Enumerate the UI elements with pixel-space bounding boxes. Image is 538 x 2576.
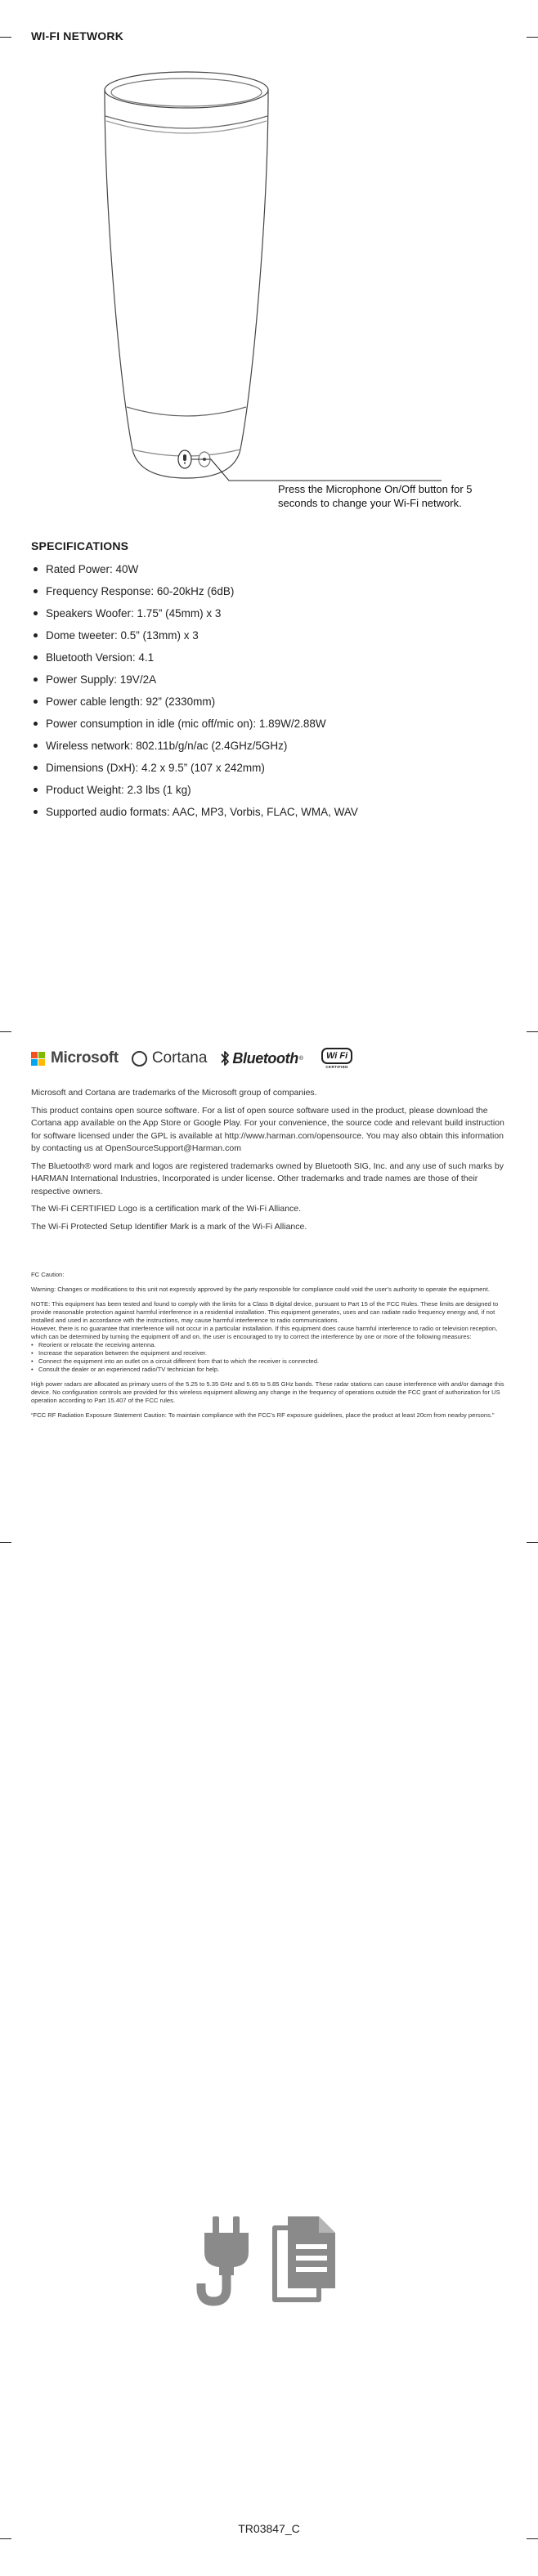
crop-mark xyxy=(0,1542,11,1543)
fcc-measure: • Increase the separation between the equipment and receiver. xyxy=(31,1349,208,1357)
crop-mark xyxy=(527,2538,538,2539)
spec-item: Frequency Response: 60-20kHz (6dB) xyxy=(33,580,507,602)
spec-item: Dimensions (DxH): 4.2 x 9.5” (107 x 242mm) xyxy=(33,757,507,779)
documents-icon xyxy=(270,2216,339,2306)
bluetooth-wordmark: Bluetooth xyxy=(232,1049,298,1067)
spec-item: Rated Power: 40W xyxy=(33,558,507,580)
document-code: TR03847_C xyxy=(238,2522,300,2535)
fcc-high-power: High power radars are allocated as primary users of the 5.25 to 5.35 GHz and 5.65 to 5.85 GHz bands. These radar stations can cause interference with and/or damage this device. No configuration controls are provided for this wireless equipment allowing any change in the frequency of operations outside the FCC grant of authorization for US operation according to Part 15.407 of the FCC rules. xyxy=(31,1380,504,1404)
legal-paragraph: Microsoft and Cortana are trademarks of the Microsoft group of companies. xyxy=(31,1088,317,1098)
wifi-certified-label: CERTIFIED xyxy=(325,1065,348,1069)
microsoft-logo xyxy=(31,1049,119,1067)
spec-item: Speakers Woofer: 1.75” (45mm) x 3 xyxy=(33,602,507,624)
callout-text: Press the Microphone On/Off button for 5 seconds to change your Wi-Fi network. xyxy=(278,483,473,509)
trademark-logos xyxy=(31,1046,352,1071)
fcc-measure: • Reorient or relocate the receiving antenna. xyxy=(31,1341,156,1348)
spec-item: Dome tweeter: 0.5” (13mm) x 3 xyxy=(33,624,507,646)
power-plug-icon xyxy=(196,2216,258,2306)
crop-mark xyxy=(0,1031,11,1032)
spec-item: Power Supply: 19V/2A xyxy=(33,669,507,691)
bluetooth-rune-icon xyxy=(220,1050,230,1067)
cortana-ring-icon xyxy=(132,1051,147,1067)
spec-item: Bluetooth Version: 4.1 xyxy=(33,646,507,669)
cortana-wordmark: Cortana xyxy=(151,1049,208,1067)
legal-paragraph: The Wi-Fi Protected Setup Identifier Mark is a mark of the Wi-Fi Alliance. xyxy=(31,1221,307,1232)
fcc-caution-title: FC Caution: xyxy=(31,1271,65,1278)
fcc-warning: Warning: Changes or modifications to this unit not expressly approved by the party responsible for compliance could void the user’s authority to operate the equipment. xyxy=(31,1286,490,1293)
specifications-list xyxy=(33,558,507,823)
wifi-badge: Wi Fi xyxy=(321,1048,352,1064)
cortana-logo xyxy=(132,1049,208,1067)
microsoft-squares-icon xyxy=(31,1052,45,1066)
fcc-note: NOTE: This equipment has been tested and found to comply with the limits for a Class B digital device, pursuant to Part 15 of the FCC Rules. These limits are designed to provide reasonable protection against harmful interference in a residential installation. This equipment generates, uses and can radiate radio frequency energy and, if not installed and used in accordance with the instructions, may cause harmful interference to radio communications. xyxy=(31,1300,499,1324)
microsoft-wordmark: Microsoft xyxy=(51,1049,119,1067)
fcc-measure: • Consult the dealer or an experienced radio/TV technician for help. xyxy=(31,1366,220,1373)
fcc-rf-exposure: “FCC RF Radiation Exposure Statement Caution: To maintain compliance with the FCC’s RF exposure guidelines, place the product at least 20cm from nearby persons.” xyxy=(31,1411,495,1419)
fcc-however: However, there is no guarantee that interference will not occur in a particular installation. If this equipment does cause harmful interference to radio or television reception, which can be determined by turning the equipment off and on, the user is encouraged to try to correct the interference by one or more of the following measures: xyxy=(31,1325,498,1340)
wifi-certified-logo xyxy=(321,1048,352,1069)
spec-item: Power consumption in idle (mic off/mic on): 1.89W/2.88W xyxy=(33,713,507,735)
legal-paragraph: The Wi-Fi CERTIFIED Logo is a certification mark of the Wi-Fi Alliance. xyxy=(31,1204,302,1214)
crop-mark xyxy=(527,1031,538,1032)
bluetooth-logo xyxy=(220,1050,303,1067)
crop-mark xyxy=(527,1542,538,1543)
fcc-measure: • Connect the equipment into an outlet on a circuit different from that to which the receiver is connected. xyxy=(31,1357,320,1365)
crop-mark xyxy=(0,2538,11,2539)
crop-mark xyxy=(527,37,538,38)
speaker-illustration xyxy=(82,65,466,507)
fcc-statement xyxy=(31,1271,505,1426)
section-title-wifi: WI-FI NETWORK xyxy=(31,29,124,42)
legal-paragraph: This product contains open source software. For a list of open source software used in the product, please download the Cortana app available on the App Store or Google Play. For your convenience, the source code and relevant build instruction for software licensed under the GPL is available at http://www.harman.com/opensource. You may also obtain this information by contacting us at OpenSourceSupport@Harman.com xyxy=(31,1105,504,1153)
spec-item: Supported audio formats: AAC, MP3, Vorbis, FLAC, WMA, WAV xyxy=(33,801,507,823)
spec-item: Power cable length: 92” (2330mm) xyxy=(33,691,507,713)
section-title-specifications: SPECIFICATIONS xyxy=(31,539,129,552)
crop-mark xyxy=(0,37,11,38)
legal-paragraph: The Bluetooth® word mark and logos are registered trademarks owned by Bluetooth SIG, Inc. and any use of such marks by HARMAN International Industries, Incorporated is under license. Other trademarks and trade names are those of their respective owners. xyxy=(31,1161,504,1196)
spec-item: Product Weight: 2.3 lbs (1 kg) xyxy=(33,779,507,801)
legal-text xyxy=(31,1087,505,1238)
spec-item: Wireless network: 802.11b/g/n/ac (2.4GHz/5GHz) xyxy=(33,735,507,757)
registered-mark: ® xyxy=(298,1055,303,1062)
